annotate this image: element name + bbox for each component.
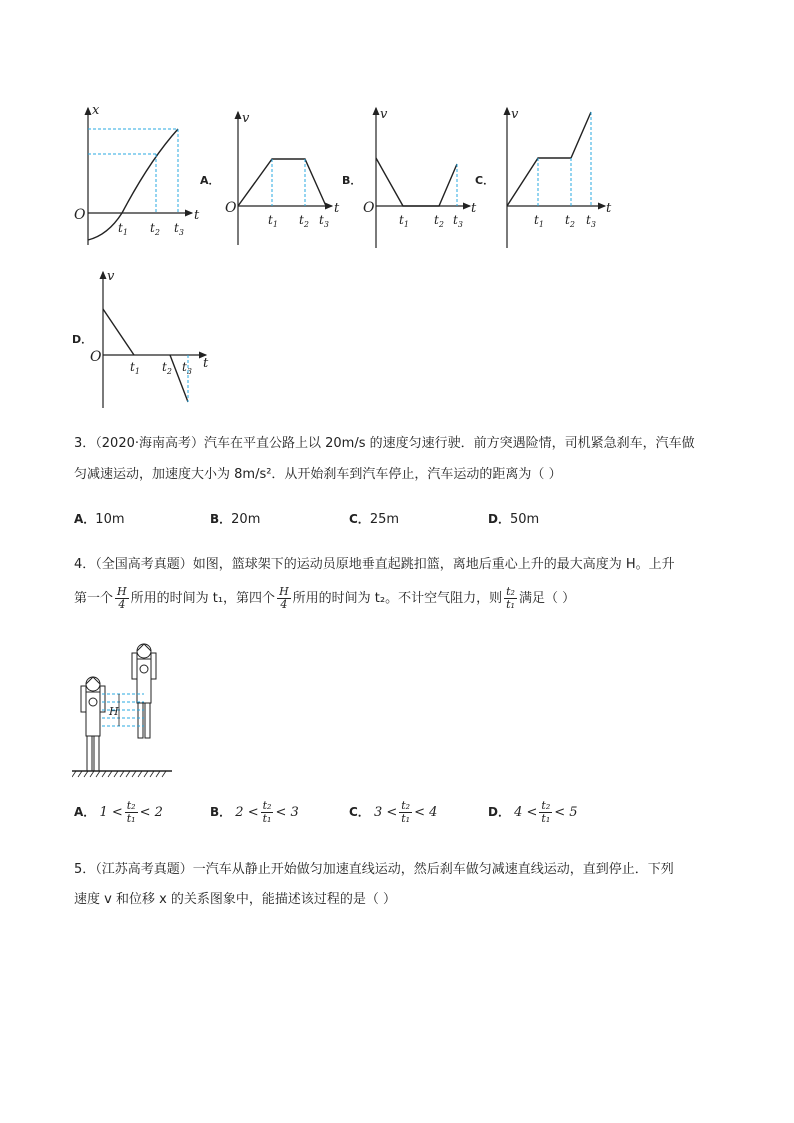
svg-text:t: t [203, 356, 209, 371]
svg-text:t3: $t_3$ [319, 213, 329, 229]
graph-d [90, 269, 209, 408]
svg-text:O: O [363, 200, 375, 216]
q3-option-a[interactable]: A．10m [74, 512, 125, 527]
q4-option-a[interactable]: A． 1 < $\frac{\text{t₂}}{\text{t₁}}$ < 2 [74, 799, 163, 825]
svg-text:t1: $t_1$ [130, 360, 140, 376]
svg-text:t3: $t_3$ [586, 213, 596, 229]
svg-text:t: t [606, 201, 612, 216]
svg-text:t2: $t_2$ [434, 213, 444, 229]
svg-text:t3: $t_3$ [453, 213, 463, 229]
q4-option-b[interactable]: B． 2 < $\frac{\text{t₂}}{\text{t₁}}$ < 3 [210, 799, 299, 825]
frac-h-over-4: $\frac{H}{4}$ [117, 585, 127, 611]
svg-text:t1: $t_1$ [118, 221, 128, 237]
graphs-row-top [70, 100, 630, 260]
svg-text:t2: $t_2$ [150, 221, 160, 237]
frac-t2-over-t1: $\frac{\text{t₂}}{\text{t₁}}$ [506, 585, 515, 611]
q4-option-c[interactable]: C． 3 < $\frac{\text{t₂}}{\text{t₁}}$ < 4 [349, 799, 438, 825]
graph-c [507, 107, 612, 248]
q5-line1: 5．（江苏高考真题）一汽车从静止开始做匀加速直线运动，然后刹车做匀减速直线运动，直到停止．下列 [74, 862, 674, 877]
svg-text:v: v [380, 107, 388, 122]
axis-x-label: x [92, 103, 100, 118]
frac-h-over-4-b: $\frac{H}{4}$ [279, 585, 289, 611]
svg-text:t: t [471, 201, 477, 216]
svg-text:t2: $t_2$ [162, 360, 172, 376]
q4-line2: 第一个 $\frac{H}{4}$ 所用的时间为 t₁，第四个 $\frac{H}{4}$ 所用的时间为 t₂。不计空气阻力，则 $\frac{\text{t₂}}{\text{t₁}}$ 满足（ ） [74, 585, 576, 611]
option-b-label: B． [342, 174, 362, 187]
graph-b [363, 107, 477, 248]
origin-label: O [74, 207, 86, 223]
graph-a [225, 111, 340, 245]
svg-text:t1: $t_1$ [268, 213, 278, 229]
svg-text:v: v [511, 107, 519, 122]
q3-option-c[interactable]: C．25m [349, 512, 400, 527]
svg-text:t: t [334, 201, 340, 216]
svg-text:t1: $t_1$ [399, 213, 409, 229]
svg-text:t2: $t_2$ [299, 213, 309, 229]
q3-option-d[interactable]: D．50m [488, 512, 540, 527]
q3-line2: 匀减速运动，加速度大小为 8m/s²．从开始刹车到汽车停止，汽车运动的距离为（ ） [74, 467, 562, 482]
q3-option-b[interactable]: B．20m [210, 512, 261, 527]
xt-graph [74, 103, 200, 245]
option-c-label: C． [475, 174, 495, 187]
svg-text:t3: $t_3$ [174, 221, 184, 237]
svg-text:v: v [107, 269, 115, 284]
figure-h-label: H [109, 705, 119, 718]
graph-d-wrapper [70, 268, 230, 413]
svg-text:O: O [90, 349, 102, 365]
svg-text:v: v [242, 111, 250, 126]
option-d-label: D． [72, 333, 93, 346]
q4-option-d[interactable]: D． 4 < $\frac{\text{t₂}}{\text{t₁}}$ < 5 [488, 799, 578, 825]
option-a-label: A． [200, 174, 220, 187]
q4-line1: 4．（全国高考真题）如图，篮球架下的运动员原地垂直起跳扣篮，离地后重心上升的最大高度为 H。上升 [74, 557, 675, 572]
q5-line2: 速度 v 和位移 x 的关系图象中，能描述该过程的是（ ） [74, 892, 397, 907]
q3-line1: 3．（2020·海南高考）汽车在平直公路上以 20m/s 的速度匀速行驶．前方突遇险情，司机紧急刹车，汽车做 [74, 436, 695, 451]
svg-text:t3: $t_3$ [182, 360, 192, 376]
basketball-figure [72, 640, 176, 778]
svg-text:O: O [225, 200, 237, 216]
svg-text:t1: $t_1$ [534, 213, 544, 229]
axis-t-label: t [194, 208, 200, 223]
svg-text:t2: $t_2$ [565, 213, 575, 229]
